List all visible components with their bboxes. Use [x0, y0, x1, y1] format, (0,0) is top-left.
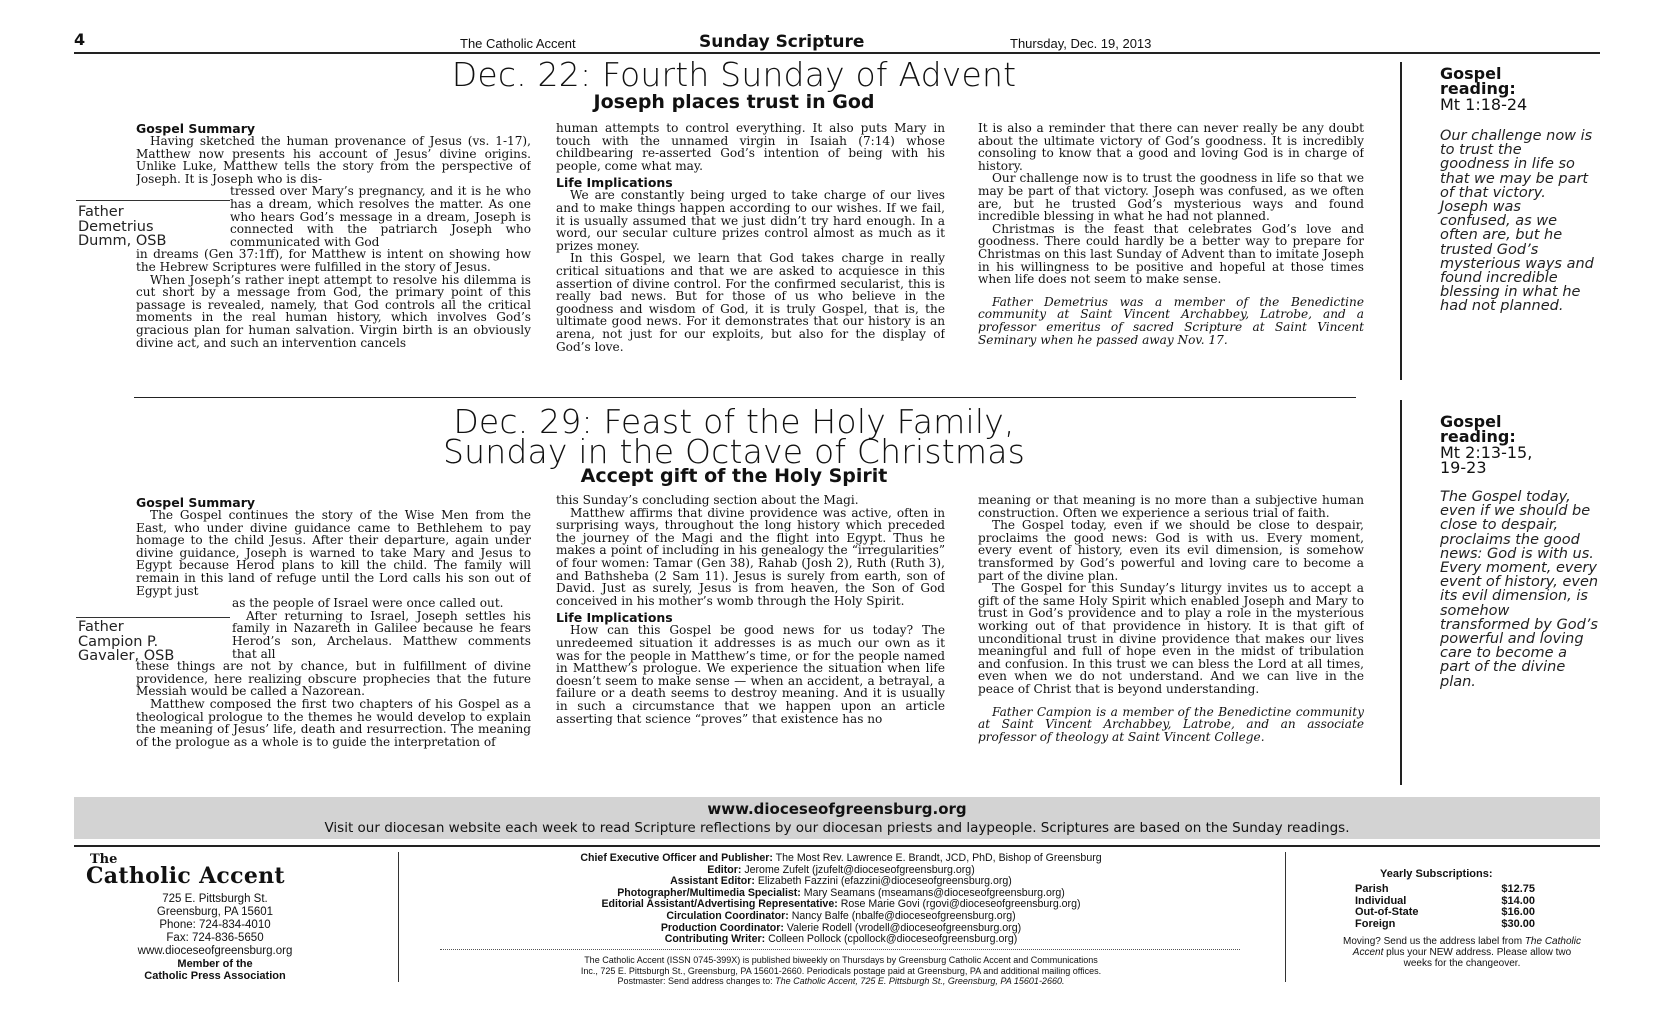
staff-line-publisher: Chief Executive Officer and Publisher: The Most Rev. Lawrence E. Brandt, JCD, PhD, Bishop of Greensburg: [580, 852, 1102, 864]
staff-list: [405, 853, 1277, 946]
article1-gospel-reference: Mt 1:18-24: [1440, 95, 1528, 114]
header-publication: The Catholic Accent: [460, 36, 576, 51]
article2-col2-paragraph: this Sunday’s concluding section about the Magi.: [556, 494, 859, 507]
article2-col2-paragraph: Matthew affirms that divine providence was active, often in surprising ways, throughout the long history which preceded the journey of the Magi and the flight into Egypt. Thus he makes a point of including in his genealogy the “irregularities” of four women: Tamar (Gen 38), Rahab (Josh 2), Ruth (Ruth 3), and Bathsheba (2 Sam 11). Jesus is surely from earth, son of David. Just as surely, Jesus is from heaven, the Son of God conceived in his mother’s womb through the Holy Spirit.: [556, 505, 945, 608]
page-number: 4: [74, 30, 86, 49]
staff-line-photographer: Photographer/Multimedia Specialist: Mary Seamans (mseamans@dioceseofgreensburg.org): [617, 886, 1065, 899]
subscription-row: Individual $14.00: [1355, 894, 1535, 907]
staff-line-production: Production Coordinator: Valerie Rodell (vrodell@dioceseofgreensburg.org): [660, 921, 1022, 934]
article1-subtitle: Joseph places trust in God: [593, 91, 875, 113]
article2-col1-paragraph: The Gospel continues the story of the Wise Men from the East, who under divine guidance came to Bethlehem to pay homage to the child Jesus. After their departure, again under divine guidance, Joseph is warned to take Mary and Jesus to Egypt because Herod plans to kill the child. The family will remain in this land of refuge until the Lord calls his son out of Egypt just: [136, 508, 531, 598]
article1-column-1: [136, 122, 531, 384]
subscription-row: Foreign $30.00: [1355, 917, 1535, 930]
article1-col1-paragraph: in dreams (Gen 37:1ff), for Matthew is intent on showing how the Hebrew Scriptures were fulfilled in the story of Jesus.: [136, 247, 531, 274]
article2-subtitle: Accept gift of the Holy Spirit: [580, 465, 888, 487]
article2-gospel-reference: Mt 2:13-15, 19-23: [1440, 443, 1533, 477]
article1-col1-paragraph: tressed over Mary’s pregnancy, and it is he who has a dream, which resolves the matter. As one who hears God’s message in a dream, Joseph is connected with the patriarch Joseph who communicated with God: [230, 184, 531, 249]
staff-line-contributing-writer: Contributing Writer: Colleen Pollock (cpollock@dioceseofgreensburg.org): [664, 933, 1018, 946]
masthead-logo: Catholic Accent: [86, 863, 285, 889]
article2-column-3: [978, 494, 1364, 786]
article1-author: Father Demetrius Dumm, OSB: [78, 204, 167, 249]
article1-col2-heading: Life Implications: [556, 175, 673, 191]
subscriptions-title: Yearly Subscriptions:: [1380, 868, 1493, 880]
staff-line-editorial-assistant: Editorial Assistant/Advertising Representative: Rose Marie Govi (rgovi@dioceseofgreensburg.org): [601, 898, 1081, 911]
footer-divider-left: [398, 852, 399, 982]
article1-col1-heading: Gospel Summary: [136, 122, 256, 136]
article1-pullquote: Our challenge now is to trust the goodness in life so that we may be part of that victory. Joseph was confused, as we often are, but he trusted God’s mysterious ways and found incredible blessing in what he had not planned.: [1440, 128, 1594, 315]
article-divider: [134, 397, 1356, 398]
subscriptions-table: [1355, 884, 1535, 930]
staff-line-circulation: Circulation Coordinator: Nancy Balfe (nbalfe@dioceseofgreensburg.org): [666, 909, 1016, 922]
article1-col1-paragraph: Having sketched the human provenance of Jesus (vs. 1-17), Matthew now presents his account of Jesus’ divine origins. Unlike Luke, Matthew tells the story from the perspective of Joseph. It is Joseph who is dis-: [136, 134, 531, 186]
article2-title-line1: Dec. 29: Feast of the Holy Family,: [453, 402, 1015, 441]
website-banner: [74, 797, 1600, 839]
article2-col1-paragraph: these things are not by chance, but in fulfillment of divine providence, here realizing obscure prophecies that the future Messiah would be called a Nazorean.: [136, 659, 531, 699]
article2-title-line2: Sunday in the Octave of Christmas: [442, 432, 1026, 471]
subscriptions-moving-note: Moving? Send us the address label from The Catholic Accent plus your NEW address. Please allow two weeks for the changeover.: [1343, 936, 1581, 969]
legal-notice: The Catholic Accent (ISSN 0745-399X) is published biweekly on Thursdays by Greensburg Catholic Accent and Communications Inc., 725 E. Pittsburgh St., Greensburg, PA 15601-2660. Periodicals postage paid at Greensburg, PA and additional mailing offices. Postmaster: Send address changes to: The Catholic Accent, 725 E. Pittsburgh St., Greensburg, PA 15601-2660.: [580, 955, 1102, 986]
masthead-website[interactable]: www.dioceseofgreensburg.org: [137, 945, 293, 957]
banner-text: Visit our diocesan website each week to read Scripture reflections by our diocesan priests and laypeople. Scriptures are based on the Sunday readings.: [324, 820, 1350, 836]
article2-author: Father Campion P. Gavaler, OSB: [78, 619, 175, 664]
footer-rule: [74, 845, 1600, 847]
article1-col2-paragraph: human attempts to control everything. It also puts Mary in touch with the unnamed virgin in Isaiah (7:14) whose childbearing re-asserted God’s intention of being with his people, come what may.: [556, 122, 945, 173]
header-section: Sunday Scripture: [699, 32, 865, 52]
article1-gospel-heading: Gospel reading:: [1440, 64, 1516, 98]
article2-author-bio: Father Campion is a member of the Benedictine community at Saint Vincent Archabbey, Latrobe, and an associate professor of theology at Saint Vincent College.: [978, 704, 1364, 744]
article2-col1-heading: Gospel Summary: [136, 496, 256, 510]
header-rule: [74, 52, 1600, 54]
article1-column-3: [978, 122, 1364, 387]
article2-col3-paragraph: The Gospel today, even if we should be close to despair, proclaims the good news: God is with us. Every moment, every event of history, even its evil dimension, is somehow transformed by God’s powerful and loving care to become a part of the divine plan.: [978, 518, 1364, 583]
article1-col1-paragraph: When Joseph’s rather inept attempt to resolve his dilemma is cut short by a message from God, the primary point of this passage is revealed, namely, that God controls all the critical moments in the real human history, which involves God’s gracious plan for human salvation. Virgin birth is an obviously divine act, and such an intervention cancels: [136, 272, 531, 350]
masthead-address: [80, 893, 350, 958]
masthead-fax: Fax: 724-836-5650: [166, 932, 264, 944]
article2-col3-paragraph: meaning or that meaning is no more than a subjective human construction. Often we experience a serious trial of faith.: [978, 494, 1364, 520]
staff-line-editor: Editor: Jerome Zufelt (jzufelt@dioceseofgreensburg.org): [707, 863, 975, 876]
footer-divider-right: [1285, 852, 1286, 982]
article1-col3-paragraph: Our challenge now is to trust the goodness in life so that we may be part of that victory. Joseph was confused, as we often are, but he trusted God’s mysterious ways and found incredible blessing in what he had not planned.: [978, 171, 1364, 224]
article2-gospel-heading: Gospel reading:: [1440, 412, 1516, 446]
article2-col2-paragraph: How can this Gospel be good news for us today? The unredeemed situation it addresses is as much our own as it was for the people in Matthew’s time, or for the people named in Matthew’s prologue. We experience the situation when life doesn’t seem to make sense — when an accident, a betrayal, a failure or a death seems to destroy meaning. And it is usually in such a circumstance that we happen upon an article asserting that science “proves” that existence has no: [556, 623, 945, 726]
article2-pullquote: The Gospel today, even if we should be close to despair, proclaims the good news: God is with us. Every moment, every event of history, even its evil dimension, is somehow transformed by God’s powerful and loving care to become a part of the divine plan.: [1440, 489, 1599, 690]
article1-sidebar-rule: [1400, 62, 1402, 380]
masthead-city: Greensburg, PA 15601: [156, 906, 274, 918]
masthead-member: Member of the Catholic Press Association: [144, 958, 286, 982]
staff-line-assistant-editor: Assistant Editor: Elizabeth Fazzini (efazzini@dioceseofgreensburg.org): [670, 875, 1012, 888]
masthead-phone: Phone: 724-834-4010: [159, 919, 271, 931]
article2-col2-heading: Life Implications: [556, 610, 673, 626]
article2-col1-paragraph: Matthew composed the first two chapters of his Gospel as a theological prologue to the themes he would develop to explain the meaning of Jesus’ life, death and resurrection. The meaning of the prologue as a whole is to guide the interpretation of: [136, 696, 531, 749]
banner-url[interactable]: www.dioceseofgreensburg.org: [707, 800, 967, 818]
article1-col3-paragraph: Christmas is the feast that celebrates God’s love and goodness. There could hardly be a better way to prepare for Christmas on this last Sunday of Advent than to imitate Joseph in his willingness to be positive and hopeful at those times when life does not seem to make sense.: [978, 221, 1364, 287]
article1-column-2: [556, 122, 945, 384]
article1-title: Dec. 22: Fourth Sunday of Advent: [451, 55, 1017, 94]
article1-col2-paragraph: We are constantly being urged to take charge of our lives and to make things happen according to our wishes. If we fail, it is usually assumed that we just didn’t try hard enough. In a word, our secular culture prizes control almost as much as it prizes money.: [556, 188, 945, 253]
article1-col3-paragraph: It is also a reminder that there can never really be any doubt about the ultimate victory of God’s goodness. It is incredibly consoling to know that a good and loving God is in charge of history.: [978, 122, 1364, 173]
masthead-street: 725 E. Pittsburgh St.: [162, 893, 268, 905]
staff-dotted-rule: [440, 949, 1240, 950]
article2-col1-paragraph: After returning to Israel, Joseph settles his family in Nazareth in Galilee because he fears Herod’s son, Archelaus. Matthew comments that all: [232, 608, 531, 661]
article1-col2-paragraph: In this Gospel, we learn that God takes charge in really critical situations and that we are asked to acquiesce in this assertion of divine control. For the confirmed secularist, this is really bad news. But for those of us who believe in the goodness and wisdom of God, it is truly Gospel, that is, the ultimate good news. For it demonstrates that our history is an arena, not just for our exploits, but also for the display of God’s love.: [556, 251, 945, 354]
article2-column-1: [136, 496, 531, 786]
article2-sidebar-rule: [1400, 400, 1402, 785]
article1-author-bio: Father Demetrius was a member of the Benedictine community at Saint Vincent Archabbey, Latrobe, and a professor emeritus of sacred Scripture at Saint Vincent Seminary when he passed away Nov. 17.: [978, 294, 1364, 347]
subscription-row: Out-of-State $16.00: [1355, 906, 1535, 918]
article2-column-2: [556, 494, 945, 786]
header-date: Thursday, Dec. 19, 2013: [1010, 36, 1152, 51]
subscription-row: Parish $12.75: [1355, 883, 1535, 895]
masthead-the: The: [90, 852, 118, 867]
article2-col1-paragraph: as the people of Israel were once called out.: [232, 596, 504, 611]
article2-col3-paragraph: The Gospel for this Sunday’s liturgy invites us to accept a gift of the same Holy Spirit which enabled Joseph and Mary to trust in God’s providence and to play a role in the mysterious working out of that providence in history. It is that gift of unconditional trust in divine providence that makes our lives meaningful and full of hope even in the midst of tribulation and confusion. In this trust we can bless the Lord at all times, even when we do not understand. And we can live in the peace of Christ that is beyond understanding.: [978, 581, 1364, 696]
